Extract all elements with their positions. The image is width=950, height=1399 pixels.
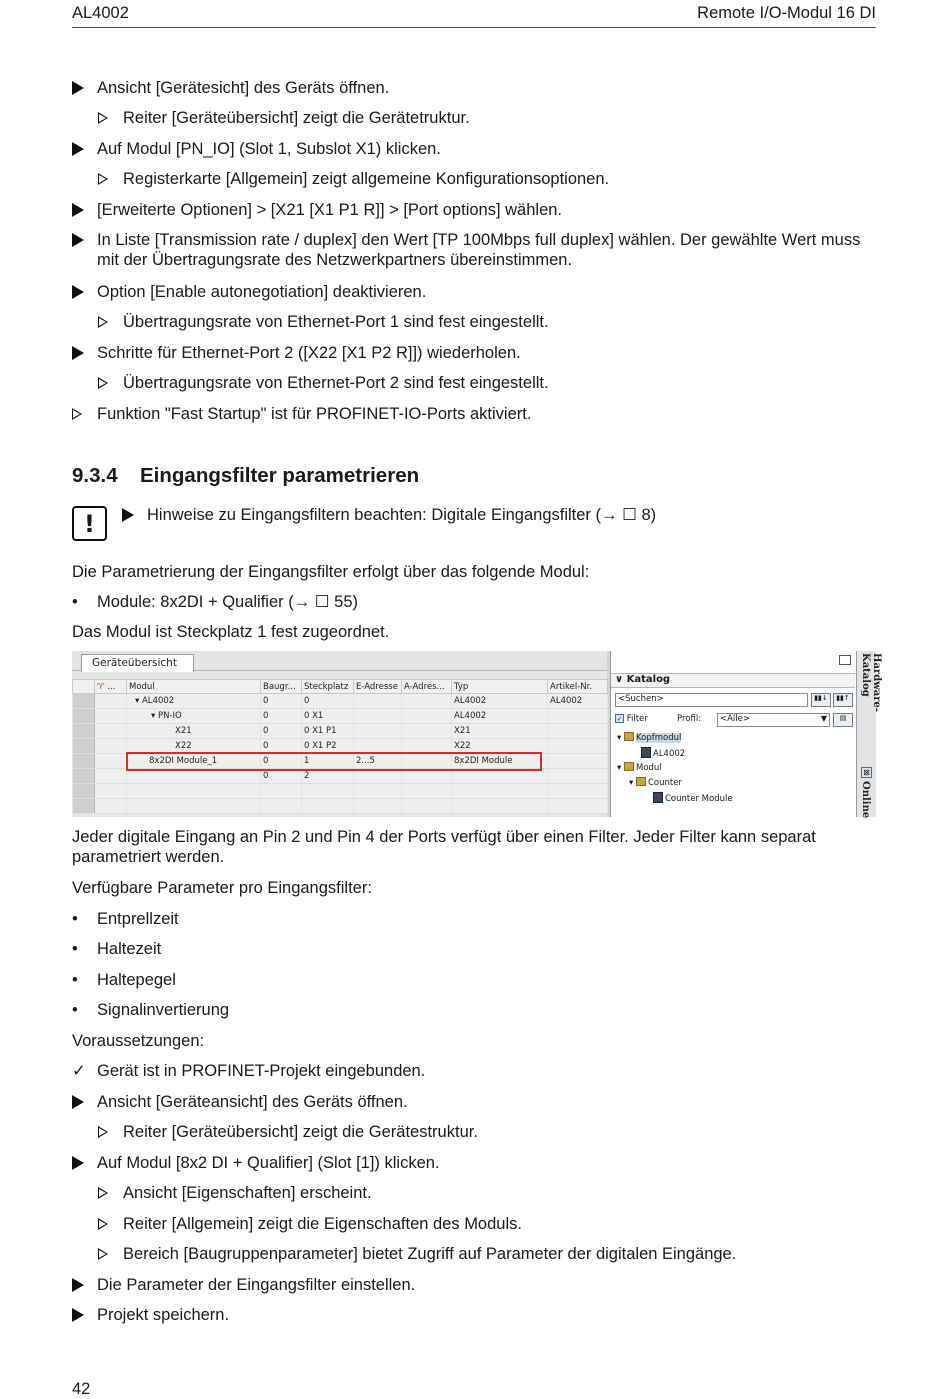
warning-icon: ! xyxy=(72,506,107,541)
filter-checkbox-row[interactable]: ✓ Filter xyxy=(616,714,648,724)
column-header[interactable]: Modul xyxy=(127,680,261,694)
step-action: In Liste [Transmission rate / duplex] den Wert [TP 100Mbps full duplex] wählen. Der gewählte Wert muss mit der Übertragungsrate des Netzwerkpartners übereinstimmen. xyxy=(72,230,876,272)
tab-device-overview[interactable]: Geräteübersicht xyxy=(81,654,194,672)
checkmark-icon: ✓ xyxy=(72,1062,86,1080)
section-heading xyxy=(72,464,419,488)
header-product: AL4002 xyxy=(72,4,129,22)
page-header xyxy=(72,4,876,28)
table-row[interactable]: X22 0 0 X1 P2 X22 xyxy=(73,739,608,754)
table-row[interactable]: 0 2 xyxy=(73,769,608,784)
column-header: ♈ ... xyxy=(95,680,127,694)
result-triangle-icon xyxy=(98,373,118,394)
side-tab-online[interactable]: Online xyxy=(860,781,871,819)
tree-item[interactable]: AL4002 xyxy=(641,747,685,759)
catalog-header[interactable]: ∨ Katalog xyxy=(611,673,855,688)
header-title: Remote I/O-Modul 16 DI xyxy=(697,4,876,22)
chevron-down-icon[interactable]: ▼ xyxy=(820,714,827,723)
result-triangle-icon xyxy=(98,108,118,129)
table-row-selected[interactable]: 8x2DI Module_1 0 1 2...5 8x2DI Module xyxy=(73,754,608,769)
bullet-icon: • xyxy=(72,910,78,928)
folder-icon xyxy=(636,777,646,786)
column-header[interactable]: E-Adresse xyxy=(354,680,402,694)
action-triangle-icon xyxy=(72,282,92,304)
bullet-icon: • xyxy=(72,940,78,958)
column-header[interactable]: A-Adres... xyxy=(402,680,452,694)
tree-item[interactable]: Counter Module xyxy=(653,792,733,804)
catalog-search-input[interactable]: <Suchen> xyxy=(615,693,808,707)
table-row[interactable] xyxy=(73,784,608,799)
module-icon xyxy=(641,747,651,758)
catalog-options-icon[interactable]: ▤ xyxy=(833,713,853,727)
expand-arrow-icon[interactable]: ▾ xyxy=(151,711,156,721)
checkbox-icon[interactable]: ✓ xyxy=(616,715,623,723)
table-header-row xyxy=(73,680,608,694)
maximize-icon[interactable] xyxy=(839,655,851,665)
result-triangle-icon xyxy=(98,169,118,190)
bullet-icon: • xyxy=(72,971,78,989)
collapse-arrow-icon[interactable]: ∨ xyxy=(615,674,624,685)
result-triangle-icon xyxy=(98,1214,118,1235)
device-table xyxy=(72,679,608,814)
catalog-panel xyxy=(610,651,882,819)
tree-item[interactable]: ▾ Counter xyxy=(629,778,682,788)
action-triangle-icon xyxy=(72,78,92,100)
column-header[interactable]: Artikel-Nr. xyxy=(548,680,608,694)
column-header[interactable]: Typ xyxy=(452,680,548,694)
result-triangle-icon xyxy=(98,1183,118,1204)
action-triangle-icon xyxy=(72,1092,92,1114)
page-number: 42 xyxy=(72,1380,91,1398)
highlight-box xyxy=(126,752,542,771)
side-tab-hardware-catalog[interactable]: Hardware-Katalog xyxy=(860,653,882,713)
profile-label: Profil: xyxy=(677,714,702,724)
table-row[interactable] xyxy=(73,799,608,814)
folder-icon xyxy=(624,762,634,771)
tab-strip xyxy=(72,651,607,671)
folder-icon xyxy=(624,732,634,741)
result-triangle-icon xyxy=(98,1122,118,1143)
table-row[interactable]: ▾ AL4002 0 0 AL4002 AL4002 xyxy=(73,694,608,709)
expand-arrow-icon[interactable]: ▾ xyxy=(135,696,140,706)
result-triangle-icon xyxy=(98,312,118,333)
action-triangle-icon xyxy=(72,139,92,161)
module-icon xyxy=(653,792,663,803)
filter-paragraph: Jeder digitale Eingang an Pin 2 und Pin 4 der Ports verfügt über einen Filter. Jeder Filter kann separat parametriert werden. xyxy=(72,828,816,866)
device-overview-panel xyxy=(72,651,607,817)
column-header[interactable]: Steckplatz xyxy=(302,680,354,694)
table-row[interactable]: X21 0 0 X1 P1 X21 xyxy=(73,724,608,739)
tree-item[interactable]: ▾ Kopfmodul xyxy=(617,733,682,743)
search-down-icon[interactable]: ▮▮↓ xyxy=(811,693,831,707)
section-title: Eingangsfilter parametrieren xyxy=(140,464,420,487)
column-header[interactable]: Baugr... xyxy=(261,680,302,694)
bullet-icon: • xyxy=(72,1001,78,1019)
result-triangle-icon xyxy=(72,404,92,425)
table-row[interactable]: ▾ PN-IO 0 0 X1 AL4002 xyxy=(73,709,608,724)
action-triangle-icon xyxy=(72,230,92,252)
tree-item[interactable]: ▾ Modul xyxy=(617,763,662,773)
search-up-icon[interactable]: ▮▮↑ xyxy=(833,693,853,707)
action-triangle-icon xyxy=(72,1275,92,1297)
device-overview-screenshot xyxy=(72,651,882,819)
side-tab-strip xyxy=(856,651,882,819)
action-triangle-icon xyxy=(72,343,92,365)
action-triangle-icon xyxy=(72,1305,92,1327)
section-number: 9.3.4 xyxy=(72,464,118,487)
action-triangle-icon xyxy=(122,505,142,527)
action-triangle-icon xyxy=(72,1153,92,1175)
result-triangle-icon xyxy=(98,1244,118,1265)
column-header xyxy=(73,680,95,694)
action-triangle-icon xyxy=(72,200,92,222)
profile-select[interactable]: <Alle> ▼ xyxy=(717,713,830,727)
bullet-icon: • xyxy=(72,593,78,611)
online-tools-icon[interactable]: ⊠ xyxy=(861,767,872,778)
